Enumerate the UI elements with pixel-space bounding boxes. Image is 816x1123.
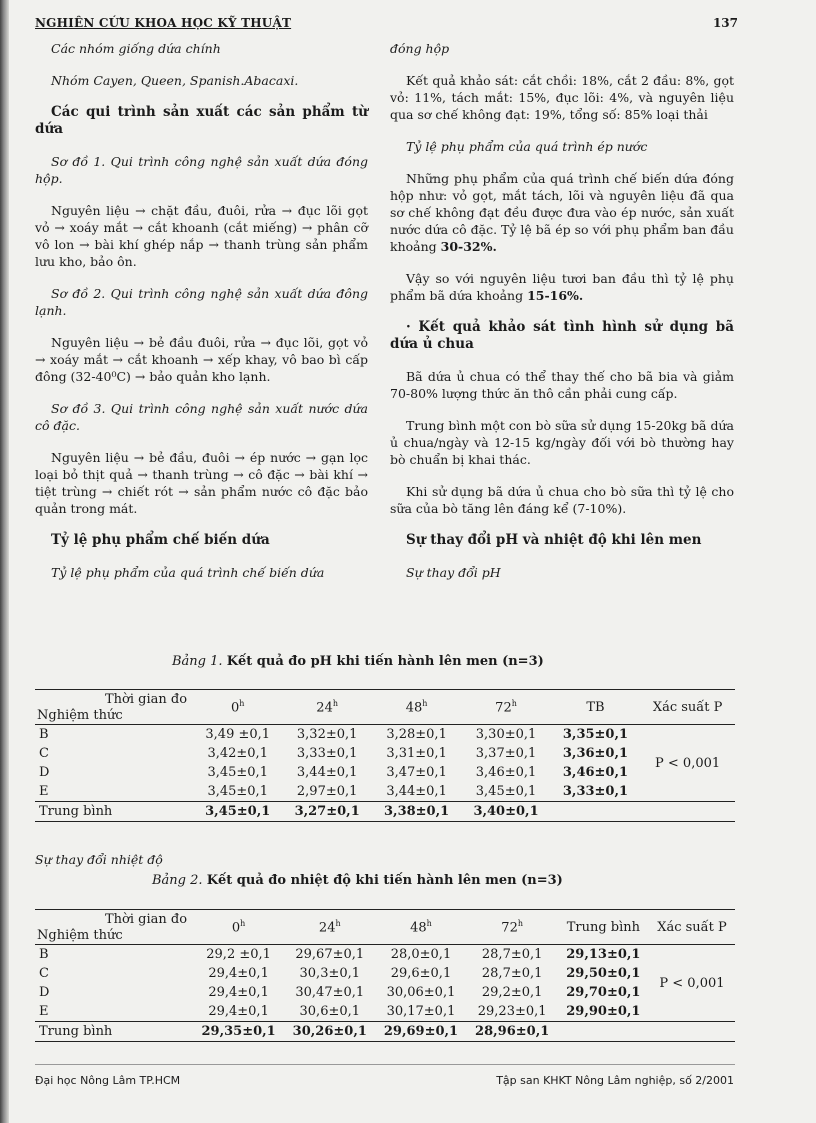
- corner-bottom: Nghiệm thức: [37, 708, 123, 723]
- paragraph: đóng hộp: [390, 41, 450, 56]
- cell: 3,45±0,1: [207, 765, 268, 780]
- row-label: Trung bình: [39, 1024, 113, 1039]
- cell-mean: 29,70±0,1: [566, 985, 641, 1000]
- cell: 3,37±0,1: [475, 746, 537, 761]
- col-label: 48: [410, 920, 427, 936]
- table-row: [35, 983, 735, 1002]
- cell: 3,45±0,1: [475, 784, 537, 799]
- table-row: [35, 782, 735, 802]
- cell: 29,69±0,1: [383, 1024, 459, 1039]
- cell: 30,6±0,1: [299, 1004, 361, 1019]
- left-column: [35, 40, 368, 596]
- corner-header: [35, 910, 193, 945]
- cell: 29,4±0,1: [208, 966, 269, 981]
- row-label: C: [39, 746, 49, 761]
- section-heading: Tỷ lệ phụ phẩm chế biến dứa: [51, 532, 270, 548]
- cell: 3,42±0,1: [207, 746, 268, 761]
- paragraph: Khi sử dụng bã dứa ủ chua cho bò sữa thì tỷ lệ cho sữa của bò tăng lên đáng kể (7-10%).: [390, 484, 734, 516]
- col-sup: h: [426, 918, 432, 928]
- cell: 3,46±0,1: [475, 765, 537, 780]
- table2-caption: [152, 873, 563, 888]
- col-sup: h: [517, 918, 523, 928]
- text: Những phụ phẩm của quá trình chế biến dứa đóng hộp như: vỏ gọt, mắt tách, lõi và nguyên liệu đã qua sơ chế không đạt đều được đưa vào ép nước, sản xuất nước dứa cô đặc. Tỷ lệ bã ép so với phụ phẩm ban đầu khoảng: [390, 171, 734, 254]
- col-header: [193, 910, 284, 945]
- cell-empty: [558, 1022, 649, 1042]
- footer-journal: Tập san KHKT Nông Lâm nghiệp, số 2/2001: [496, 1074, 734, 1087]
- col-sup: h: [332, 698, 338, 708]
- journal-header: NGHIÊN CỨU KHOA HỌC KỸ THUẬT: [35, 16, 292, 30]
- cell-mean: 3,36±0,1: [562, 746, 629, 761]
- table-row: [35, 964, 735, 983]
- col-label: 0: [231, 700, 240, 716]
- paragraph: Nhóm Cayen, Queen, Spanish.Abacaxi.: [51, 73, 299, 88]
- caption-prefix: Bảng 1.: [172, 654, 223, 669]
- cell: 3,27±0,1: [294, 804, 360, 819]
- row-label: B: [39, 727, 49, 742]
- footer-institution: Đại học Nông Lâm TP.HCM: [35, 1074, 181, 1087]
- col-sup: h: [239, 698, 245, 708]
- cell: 3,40±0,1: [473, 804, 539, 819]
- section-heading: · Kết quả khảo sát tình hình sử dụng bã dứa ủ chua: [390, 319, 734, 352]
- text: 30-32%.: [440, 239, 497, 254]
- col-header: [375, 910, 466, 945]
- cell: 30,06±0,1: [386, 985, 456, 1000]
- cell: 3,45±0,1: [207, 784, 268, 799]
- cell: 29,2 ±0,1: [206, 947, 271, 962]
- col-header: Xác suất P: [657, 919, 727, 935]
- cell: 28,7±0,1: [481, 966, 543, 981]
- cell: 3,31±0,1: [386, 746, 447, 761]
- table-row: [35, 1002, 735, 1022]
- footer-rule: [35, 1064, 735, 1065]
- section-heading: Sự thay đổi pH và nhiệt độ khi lên men: [406, 532, 702, 548]
- row-label: C: [39, 966, 49, 981]
- table1: [35, 689, 735, 822]
- paragraph: [390, 170, 734, 255]
- corner-bottom: Nghiệm thức: [37, 928, 123, 943]
- table-row: [35, 945, 735, 965]
- cell-mean: 29,90±0,1: [566, 1004, 641, 1019]
- caption-prefix: Bảng 2.: [152, 873, 203, 888]
- diagram-caption: Sơ đồ 3. Qui trình công nghệ sản xuất nước dứa cô đặc.: [35, 401, 368, 433]
- col-label: 0: [231, 920, 241, 936]
- cell: 3,45±0,1: [205, 804, 271, 819]
- cell: 29,23±0,1: [477, 1004, 547, 1019]
- cell: 3,44±0,1: [296, 765, 358, 780]
- cell: 30,17±0,1: [386, 1004, 456, 1019]
- row-label: B: [39, 947, 49, 962]
- cell: 30,47±0,1: [295, 985, 365, 1000]
- col-header: [193, 690, 282, 725]
- corner-top: Thời gian đo: [105, 692, 188, 707]
- col-label: 24: [318, 920, 336, 936]
- cell: 3,44±0,1: [386, 784, 447, 799]
- cell-mean: 3,33±0,1: [562, 784, 629, 799]
- diagram-caption: Sơ đồ 1. Qui trình công nghệ sản xuất dứa đóng hộp.: [35, 154, 368, 186]
- col-header: TB: [586, 699, 605, 715]
- paragraph: Bã dứa ủ chua có thể thay thế cho bã bia và giảm 70-80% lượng thức ăn thô cần phải cung cấp.: [390, 369, 734, 401]
- paragraph: [390, 270, 734, 304]
- p-value: P < 0,001: [659, 975, 725, 991]
- cell-mean: 29,13±0,1: [566, 947, 641, 962]
- page-number: 137: [712, 16, 738, 30]
- cell: 29,35±0,1: [201, 1024, 276, 1039]
- page-edge-shadow: [0, 0, 9, 1123]
- cell-mean: 3,46±0,1: [562, 765, 629, 780]
- cell: 3,32±0,1: [296, 727, 358, 742]
- col-header: [467, 910, 558, 945]
- corner-header: [35, 690, 193, 725]
- cell: 29,2±0,1: [481, 985, 543, 1000]
- paragraph: Kết quả khảo sát: cắt chồi: 18%, cắt 2 đầu: 8%, gọt vỏ: 11%, tách mắt: 15%, đục lõi: 4%, và nguyên liệu qua sơ chế không đạt: 19%, tổng số: 85% loại thải: [390, 73, 734, 122]
- text: 15-16%.: [527, 288, 584, 303]
- table-row-average: [35, 1022, 735, 1042]
- col-label: 72: [501, 920, 518, 936]
- diagram-caption: Sơ đồ 2. Qui trình công nghệ sản xuất dứa đông lạnh.: [35, 286, 368, 318]
- col-label: 72: [495, 700, 512, 716]
- row-label: E: [39, 784, 49, 799]
- section-heading: Các qui trình sản xuất các sản phẩm từ dứa: [35, 104, 368, 137]
- cell: 3,30±0,1: [475, 727, 537, 742]
- cell: 3,49 ±0,1: [205, 727, 271, 742]
- cell-empty: [551, 802, 640, 822]
- cell: 29,4±0,1: [208, 985, 269, 1000]
- paragraph: Tỷ lệ phụ phẩm của quá trình chế biến dứa: [51, 565, 325, 580]
- text: Vậy so với nguyên liệu tươi ban đầu thì tỷ lệ phụ phẩm bã dứa khoảng: [390, 271, 734, 303]
- right-column: [390, 40, 734, 596]
- cell: 29,6±0,1: [390, 966, 452, 981]
- corner-top: Thời gian đo: [105, 912, 188, 927]
- cell: 3,47±0,1: [386, 765, 447, 780]
- col-sup: h: [511, 698, 517, 708]
- col-header: Xác suất P: [652, 699, 723, 715]
- col-label: 24: [316, 700, 333, 716]
- cell: 2,97±0,1: [296, 784, 358, 799]
- paragraph: Sự thay đổi pH: [406, 565, 501, 580]
- paragraph: Nguyên liệu → chặt đầu, đuôi, rửa → đục lõi gọt vỏ → xoáy mắt → cắt khoanh (cắt miếng) → phân cỡ vô lon → bài khí ghép nắp → thanh trùng sản phẩm lưu kho, bảo ôn.: [35, 203, 368, 269]
- col-header: [282, 690, 371, 725]
- row-label: D: [39, 765, 50, 780]
- table-row-average: [35, 802, 735, 822]
- col-sup: h: [240, 918, 246, 928]
- paragraph: Tỷ lệ phụ phẩm của quá trình ép nước: [406, 139, 648, 154]
- cell: 29,4±0,1: [208, 1004, 269, 1019]
- table1-caption: [172, 654, 544, 669]
- row-label: E: [39, 1004, 49, 1019]
- caption-title: Kết quả đo nhiệt độ khi tiến hành lên men (n=3): [206, 873, 563, 888]
- table-row: [35, 725, 735, 745]
- cell: 30,3±0,1: [299, 966, 361, 981]
- subsection-title: Sự thay đổi nhiệt độ: [35, 852, 163, 867]
- paragraph: Nguyên liệu → bẻ đầu đuôi, rửa → đục lõi, gọt vỏ → xoáy mắt → cắt khoanh → xếp khay, vô bao bì cấp đông (32-40⁰C) → bảo quản kho lạnh.: [35, 335, 368, 384]
- col-header: [461, 690, 550, 725]
- cell-mean: 29,50±0,1: [566, 966, 641, 981]
- paragraph: Các nhóm giống dứa chính: [51, 41, 221, 56]
- cell: 28,0±0,1: [390, 947, 452, 962]
- paragraph: Trung bình một con bò sữa sử dụng 15-20kg bã dứa ủ chua/ngày và 12-15 kg/ngày đối với bò thường hay bò chuẩn bị khai thác.: [390, 418, 734, 467]
- caption-title: Kết quả đo pH khi tiến hành lên men (n=3): [226, 654, 544, 669]
- row-label: D: [39, 985, 50, 1000]
- table2: [35, 909, 735, 1042]
- row-label: Trung bình: [39, 804, 113, 819]
- cell: 3,33±0,1: [296, 746, 358, 761]
- table-row: [35, 744, 735, 763]
- col-header: [284, 910, 375, 945]
- col-sup: h: [335, 918, 341, 928]
- cell-mean: 3,35±0,1: [562, 727, 629, 742]
- cell: 28,7±0,1: [481, 947, 543, 962]
- paragraph: Nguyên liệu → bẻ đầu, đuôi → ép nước → gạn lọc loại bỏ thịt quả → thanh trùng → cô đặc → bài khí → tiệt trùng → chiết rót → sản phẩm nước cô đặc bảo quản trong mát.: [35, 450, 368, 516]
- cell: 3,28±0,1: [386, 727, 447, 742]
- cell: 28,96±0,1: [475, 1024, 550, 1039]
- cell: 30,26±0,1: [292, 1024, 367, 1039]
- cell-empty: [640, 802, 735, 822]
- cell: 3,38±0,1: [384, 804, 450, 819]
- col-header: Trung bình: [566, 919, 640, 935]
- col-header: [372, 690, 461, 725]
- table-row: [35, 763, 735, 782]
- cell: 29,67±0,1: [295, 947, 365, 962]
- p-value: P < 0,001: [655, 755, 721, 771]
- cell-empty: [649, 1022, 735, 1042]
- col-label: 48: [405, 700, 423, 716]
- col-sup: h: [422, 698, 428, 708]
